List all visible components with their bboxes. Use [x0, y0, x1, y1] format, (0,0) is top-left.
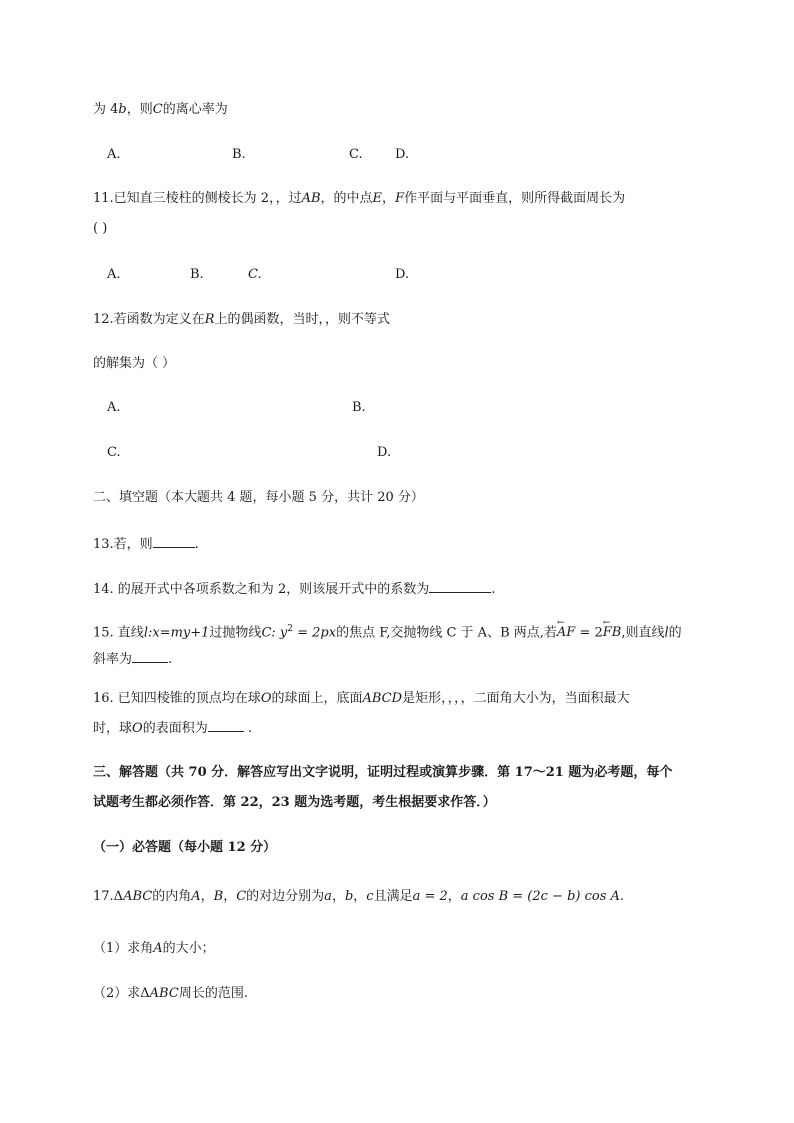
- q15-line2: 斜率为 .: [93, 648, 172, 670]
- q10-option-a[interactable]: A.: [107, 147, 121, 162]
- q10-option-d[interactable]: D.: [395, 147, 410, 162]
- q11-option-a[interactable]: A.: [107, 267, 121, 282]
- q13-blank[interactable]: [153, 533, 195, 548]
- q12-option-c[interactable]: C.: [107, 445, 121, 460]
- question-17: 17.ΔABC的内角A，B，C的对边分别为a，b，c且满足a = 2，a cos B = (2c − b) cos A.: [93, 889, 625, 904]
- q11-answer-paren: ( ): [93, 221, 108, 236]
- section-2-heading: 二、填空题（本大题共 4 题，每小题 5 分，共计 20 分）: [93, 490, 424, 505]
- q16-blank[interactable]: [208, 717, 244, 732]
- section-3-heading-line1: 三、解答题（共 70 分．解答应写出文字说明，证明过程或演算步骤．第 17～21 题为必考题，每个: [93, 765, 673, 780]
- question-13: 13.若，则 .: [93, 533, 199, 555]
- question-15: 15. 直线l:x=my+1过抛物线C: $y^2 = 2px$的焦点 F,交抛物线 C 于 A、B 两点,若← AF = 2← FB,则直线l的: [93, 619, 682, 643]
- q12-option-a[interactable]: A.: [107, 400, 121, 415]
- q10-option-b[interactable]: B.: [232, 147, 246, 162]
- question-14: 14. 的展开式中各项系数之和为 2，则该展开式中的系数为 .: [93, 578, 495, 600]
- question-12: 12.若函数为定义在R上的偶函数，当时，，则不等式: [93, 312, 390, 327]
- q11-option-d[interactable]: D.: [395, 267, 410, 282]
- q11-option-b[interactable]: B.: [190, 267, 204, 282]
- question-16: 16. 已知四棱锥的顶点均在球O的球面上，底面ABCD是矩形，，，，二面角大小为，当面积最大: [93, 691, 630, 706]
- q15-blank[interactable]: [132, 648, 168, 663]
- question-11: 11.已知直三棱柱的侧棱长为 2，，过AB，的中点E，F作平面与平面垂直，则所得截面周长为: [93, 191, 626, 206]
- q16-line2: 时，球O的表面积为 .: [93, 717, 252, 739]
- q17-part-2: （2）求ΔABC周长的范围.: [93, 986, 248, 1001]
- q12-line2: 的解集为（ ）: [93, 356, 176, 371]
- q14-blank[interactable]: [429, 578, 491, 593]
- q17-part-1: （1）求角A的大小；: [93, 941, 215, 956]
- q12-option-b[interactable]: B.: [352, 400, 366, 415]
- subsection-required-heading: （一）必答题（每小题 12 分）: [93, 840, 277, 855]
- q10-option-c[interactable]: C.: [349, 147, 363, 162]
- section-3-heading-line2: 试题考生都必须作答．第 22，23 题为选考题，考生根据要求作答．）: [93, 795, 496, 810]
- q10-tail: 为 4b，则C的离心率为: [93, 102, 228, 117]
- q12-option-d[interactable]: D.: [377, 445, 392, 460]
- q11-option-c[interactable]: C.: [248, 267, 262, 282]
